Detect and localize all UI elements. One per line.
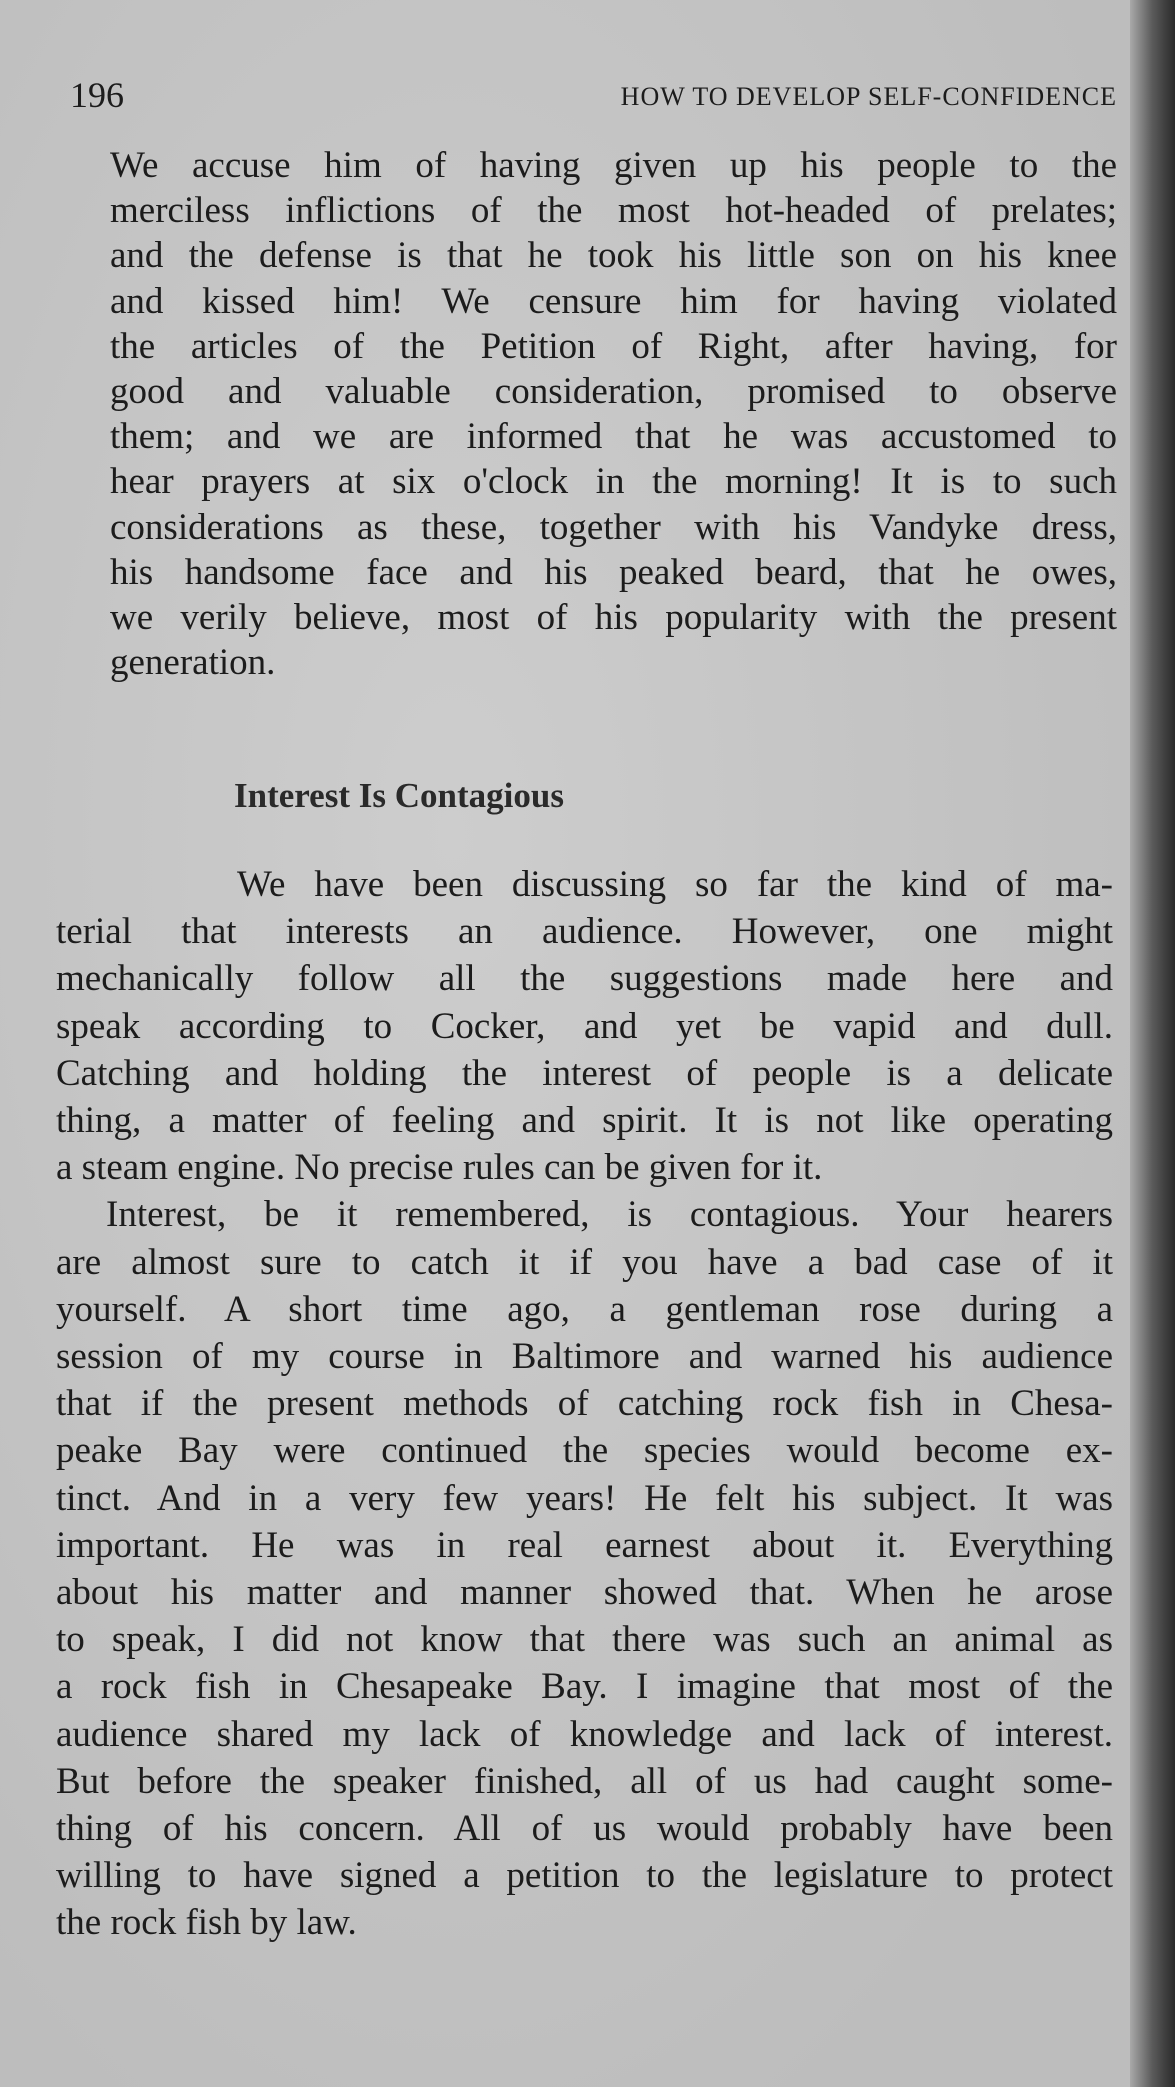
text-line: We accuse him of having given up his people to the: [110, 145, 1117, 186]
text-line: tinct. And in a very few years! He felt his subject. It was: [56, 1477, 1113, 1519]
text-line: his handsome face and his peaked beard, that he owes,: [110, 551, 1117, 593]
text-line: and the defense is that he took his little son on his knee: [110, 235, 1117, 277]
text-line: yourself. A short time ago, a gentleman rose during a: [56, 1288, 1113, 1330]
running-head: HOW TO DEVELOP SELF-CONFIDENCE: [620, 82, 1117, 111]
text-line: them; and we are informed that he was accustomed to: [110, 416, 1117, 458]
text-line: speak according to Cocker, and yet be vapid and dull.: [56, 1005, 1113, 1047]
text-line: the articles of the Petition of Right, after having, for: [110, 325, 1117, 367]
text-line: Catching and holding the interest of people is a delicate: [56, 1052, 1113, 1094]
text-line: about his matter and manner showed that. When he arose: [56, 1572, 1113, 1613]
text-line: session of my course in Baltimore and warned his audience: [56, 1336, 1113, 1377]
text-line: But before the speaker finished, all of us had caught some-: [56, 1760, 1113, 1802]
text-line: a steam engine. No precise rules can be given for it.: [56, 1147, 823, 1189]
text-line: a rock fish in Chesapeake Bay. I imagine that most of the: [56, 1666, 1113, 1708]
text-line: are almost sure to catch it if you have a bad case of it: [56, 1241, 1113, 1283]
text-line: merciless inflictions of the most hot-headed of prelates;: [110, 190, 1117, 232]
text-line: that if the present methods of catching rock fish in Chesa-: [56, 1383, 1113, 1425]
text-line: peake Bay were continued the species would become ex-: [56, 1430, 1113, 1472]
page-number: 196: [70, 75, 124, 115]
text-line: and kissed him! We censure him for having violated: [110, 280, 1117, 322]
text-line: hear prayers at six o'clock in the morning! It is to such: [110, 461, 1117, 503]
text-line: we verily believe, most of his popularity with the present: [110, 597, 1117, 638]
text-line: terial that interests an audience. However, one might: [56, 911, 1113, 953]
text-line: mechanically follow all the suggestions made here and: [56, 958, 1113, 1000]
text-line: We have been discussing so far the kind of ma-: [237, 864, 1113, 905]
section-heading: Interest Is Contagious: [234, 776, 564, 815]
text-line: the rock fish by law.: [56, 1902, 357, 1944]
text-line: to speak, I did not know that there was such an animal as: [56, 1619, 1113, 1661]
text-line: audience shared my lack of knowledge and lack of interest.: [56, 1713, 1113, 1755]
text-line: important. He was in real earnest about it. Everything: [56, 1524, 1113, 1566]
text-line: thing, a matter of feeling and spirit. It is not like operating: [56, 1100, 1113, 1141]
text-line: willing to have signed a petition to the legislature to protect: [56, 1855, 1113, 1897]
text-line: good and valuable consideration, promised to observe: [110, 371, 1117, 412]
text-line: thing of his concern. All of us would probably have been: [56, 1808, 1113, 1849]
page-binding-edge: [1130, 0, 1175, 2087]
text-line: Interest, be it remembered, is contagious. Your hearers: [106, 1194, 1113, 1236]
text-line: considerations as these, together with his Vandyke dress,: [110, 506, 1117, 548]
text-line: generation.: [110, 642, 276, 684]
